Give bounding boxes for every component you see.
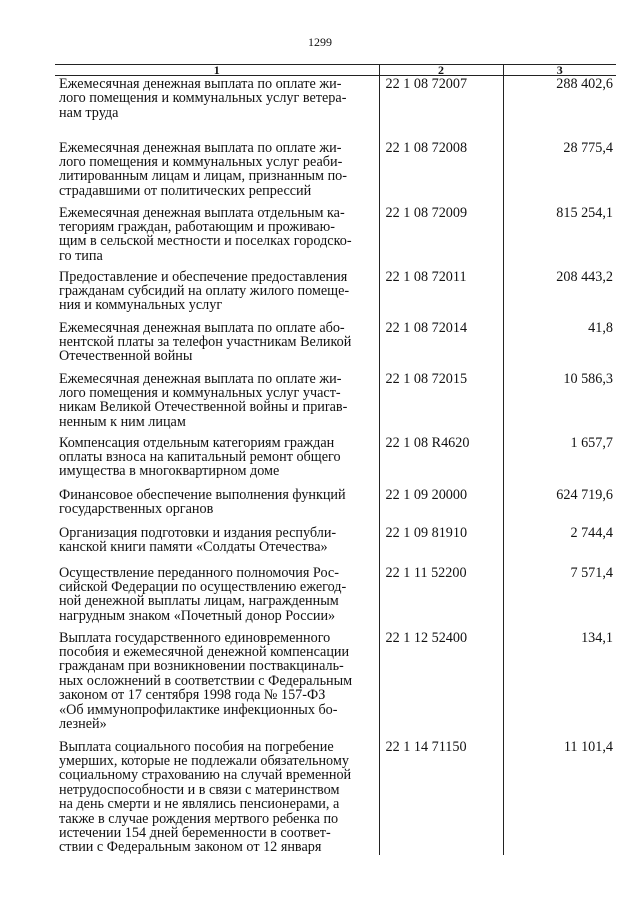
row-name: Выплата социального пособия на погребение умерших, которые не подлежали обязательному социальному страхованию на случай временной нетрудоспособности и в связи с материнством на день смерти и не являлись пенсионерами, а также в случае рождения мертвого ребенка по истечении 154 дней беременности в соответ- ствии с Федеральным законом от 12 января xyxy=(59,738,352,856)
table-row xyxy=(55,435,616,487)
column-header-1: 1 xyxy=(55,65,379,76)
row-name: Выплата государственного единовременного пособия и ежемесячной денежной компенсации гражданам при возникновении поствакциналь- ных осложнений в соответствии с Федеральным законом от 17 сентября 1998 года № 157-ФЗ «Об иммунопрофилактике инфекционных бо- лезней» xyxy=(59,629,353,732)
row-code: 22 1 09 20000 xyxy=(379,487,503,525)
table-row xyxy=(55,565,616,630)
row-amount: 134,1 xyxy=(503,630,616,739)
table-row xyxy=(55,487,616,525)
row-code: 22 1 11 52200 xyxy=(379,565,503,630)
row-code: 22 1 08 72014 xyxy=(379,320,503,371)
table-row xyxy=(55,630,616,739)
column-header-3: 3 xyxy=(503,65,616,76)
row-name: Ежемесячная денежная выплата по оплате жи- лого помещения и коммунальных услуг реаби- литированным лицам и лицам, признанным по- страдавшими от политических репрессий xyxy=(59,139,347,199)
row-amount: 288 402,6 xyxy=(503,76,616,140)
row-amount: 624 719,6 xyxy=(503,487,616,525)
row-amount: 28 775,4 xyxy=(503,140,616,205)
table-row xyxy=(55,76,616,140)
row-code: 22 1 08 72011 xyxy=(379,269,503,320)
row-amount: 11 101,4 xyxy=(503,739,616,855)
table-row xyxy=(55,140,616,205)
row-code: 22 1 09 81910 xyxy=(379,525,503,565)
table-row xyxy=(55,371,616,435)
row-amount: 7 571,4 xyxy=(503,565,616,630)
row-name: Осуществление переданного полномочия Рос- сийской Федерации по осуществлению ежегод- ной денежной выплаты лицам, награжденным нагрудным знаком «Почетный донор России» xyxy=(59,564,347,624)
row-code: 22 1 08 72009 xyxy=(379,205,503,269)
column-header-2: 2 xyxy=(379,65,503,76)
row-name: Компенсация отдельным категориям граждан оплаты взноса на капитальный ремонт общего имущества в многоквартирном доме xyxy=(59,434,341,480)
row-name: Финансовое обеспечение выполнения функций государственных органов xyxy=(59,486,346,517)
row-name: Предоставление и обеспечение предоставления гражданам субсидий на оплату жилого помеще- ния и коммунальных услуг xyxy=(59,268,350,314)
row-amount: 10 586,3 xyxy=(503,371,616,435)
row-code: 22 1 08 72007 xyxy=(379,76,503,140)
table-row xyxy=(55,739,616,855)
row-amount: 2 744,4 xyxy=(503,525,616,565)
row-code: 22 1 14 71150 xyxy=(379,739,503,855)
row-name: Ежемесячная денежная выплата по оплате жи- лого помещения и коммунальных услуг участ- никам Великой Отечественной войны и приrав- ненным к ним лицам xyxy=(59,370,348,430)
row-code: 22 1 08 72008 xyxy=(379,140,503,205)
row-name: Ежемесячная денежная выплата по оплате або- нентской платы за телефон участникам Великой Отечественной войны xyxy=(59,319,352,365)
table-header-row xyxy=(55,65,616,76)
table-row xyxy=(55,205,616,269)
budget-table xyxy=(55,64,616,855)
table-row xyxy=(55,320,616,371)
row-amount: 208 443,2 xyxy=(503,269,616,320)
row-amount: 41,8 xyxy=(503,320,616,371)
table-row xyxy=(55,525,616,565)
page-number: 1299 xyxy=(308,35,332,49)
row-name: Ежемесячная денежная выплата отдельным ка- тегориям граждан, работающим и проживаю- щим в сельской местности и поселках городско- го типа xyxy=(59,204,352,264)
row-code: 22 1 08 R4620 xyxy=(379,435,503,487)
row-amount: 815 254,1 xyxy=(503,205,616,269)
row-amount: 1 657,7 xyxy=(503,435,616,487)
table-row xyxy=(55,269,616,320)
row-name: Ежемесячная денежная выплата по оплате жи- лого помещения и коммунальных услуг ветера- нам труда xyxy=(59,76,347,121)
row-code: 22 1 08 72015 xyxy=(379,371,503,435)
row-code: 22 1 12 52400 xyxy=(379,630,503,739)
row-name: Организация подготовки и издания республи- канской книги памяти «Солдаты Отечества» xyxy=(59,524,337,555)
